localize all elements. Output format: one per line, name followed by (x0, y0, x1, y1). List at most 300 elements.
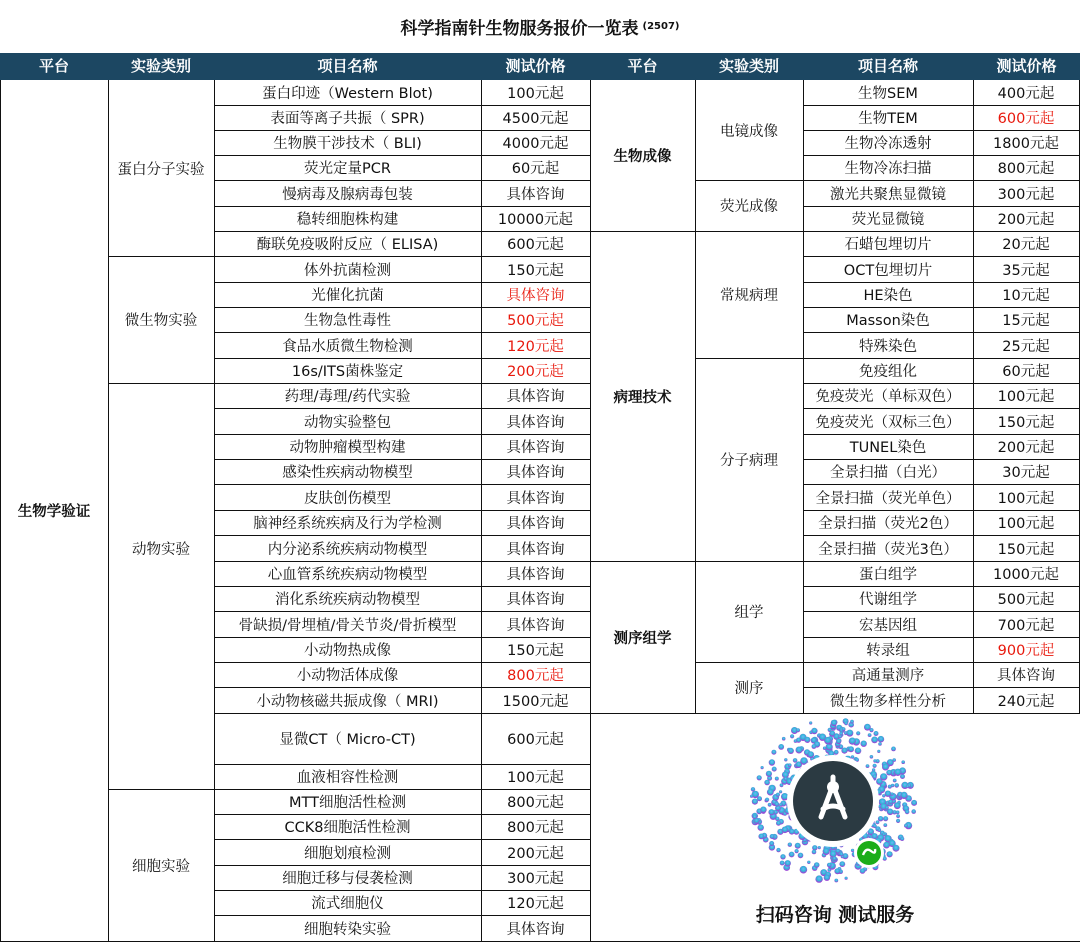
qr-dot (874, 731, 879, 736)
grid-line-h (695, 231, 803, 232)
qr-dot (827, 863, 832, 868)
qr-dot (785, 860, 791, 866)
header-platform-right: 平台 (627, 57, 658, 75)
item-name: 生物冷冻扫描 (844, 161, 932, 177)
qr-dot (842, 727, 846, 731)
item-price: 500元起 (507, 313, 564, 329)
grid-line-h (214, 408, 590, 409)
grid-line-h (214, 105, 590, 106)
item-price: 150元起 (997, 541, 1055, 558)
qr-dot (885, 791, 891, 797)
item-price: 120元起 (507, 338, 564, 355)
qr-dot (864, 724, 871, 731)
grid-line-h (214, 890, 590, 891)
item-price: 200元起 (997, 440, 1055, 456)
grid-line-h (108, 789, 214, 790)
qr-dot (770, 834, 775, 839)
grid-line-h (214, 764, 590, 765)
grid-line-h (214, 561, 590, 562)
qr-dot (776, 793, 780, 797)
item-name: 特殊染色 (859, 338, 917, 355)
qr-dot (887, 809, 894, 816)
item-name: 皮肤创伤模型 (304, 490, 391, 507)
item-price: 具体咨询 (506, 541, 565, 558)
grid-line-h (590, 231, 695, 232)
grid-line-v (590, 80, 591, 942)
qr-dot (878, 742, 882, 746)
grid-line-h (214, 434, 590, 435)
grid-line-h (803, 105, 1079, 106)
qr-dot (774, 802, 779, 807)
grid-line-h (108, 256, 214, 257)
item-price: 具体咨询 (506, 567, 565, 583)
category-label: 电镜成像 (720, 123, 778, 140)
qr-dot (845, 877, 848, 880)
grid-line-h (214, 130, 590, 131)
qr-dot (872, 775, 876, 779)
grid-line-h (214, 180, 590, 181)
item-name: 体外抗菌检测 (304, 262, 391, 279)
qr-dot (779, 790, 782, 793)
qr-dot (776, 821, 781, 826)
grid-line-h (214, 358, 590, 359)
qr-dot (823, 848, 830, 855)
qr-dot (775, 777, 779, 781)
qr-dot (809, 721, 812, 724)
item-price: 1000元起 (993, 567, 1059, 583)
qr-dot (836, 739, 841, 744)
grid-line-h (695, 662, 803, 663)
qr-dot (836, 849, 841, 854)
qr-dot (839, 732, 843, 736)
category-label: 微生物实验 (124, 313, 198, 329)
item-name: 全景扫描（荧光3色） (818, 541, 958, 558)
header-platform: 平台 (38, 57, 69, 75)
grid-line-v (803, 80, 804, 713)
qr-dot (839, 852, 843, 856)
item-price: 4000元起 (502, 136, 569, 152)
grid-line-h (803, 282, 1079, 283)
qr-dot (796, 728, 800, 732)
grid-line-h (803, 256, 1079, 257)
qr-dot (911, 800, 917, 806)
qr-dot (815, 875, 822, 882)
qr-dot (906, 785, 909, 788)
grid-line-h (803, 130, 1079, 131)
qr-dot (860, 868, 866, 874)
item-name: 酶联免疫吸附反应（ ELISA) (256, 237, 439, 253)
qr-dot (911, 809, 916, 814)
table-header (0, 53, 1080, 80)
item-price: 600元起 (507, 237, 564, 253)
item-price: 700元起 (997, 617, 1055, 634)
qr-dot (841, 748, 847, 754)
qr-dot (866, 764, 870, 768)
qr-dot (788, 748, 794, 754)
grid-line-h (803, 637, 1079, 638)
page-title (0, 0, 1080, 53)
item-name: 血液相容性检测 (296, 770, 399, 786)
qr-dot (766, 771, 772, 777)
scan-consult-text: 扫码咨询 测试服务 (755, 904, 915, 926)
qr-dot (767, 789, 774, 796)
item-name: 激光共聚焦显微镜 (830, 186, 946, 203)
item-price: 800元起 (507, 820, 564, 836)
item-name: CCK8细胞活性检测 (284, 820, 411, 836)
header-item: 项目名称 (317, 57, 378, 75)
qr-dot (814, 862, 820, 868)
item-price: 900元起 (997, 643, 1055, 659)
item-price: 200元起 (997, 212, 1055, 228)
grid-line-h (214, 586, 590, 587)
qr-dot (883, 823, 887, 827)
category-label: 常规病理 (720, 288, 778, 304)
qr-dot (886, 770, 892, 776)
qr-dot (891, 747, 896, 752)
item-price: 500元起 (997, 592, 1055, 608)
grid-line-h (214, 282, 590, 283)
item-price: 具体咨询 (506, 440, 565, 456)
qr-dot (796, 747, 803, 754)
item-name: 动物肿瘤模型构建 (289, 440, 406, 456)
grid-line-h (214, 206, 590, 207)
item-price: 60元起 (511, 161, 560, 177)
qr-dot (751, 787, 755, 791)
platform-label: 生物学验证 (17, 504, 91, 520)
item-name: 全景扫描（荧光单色） (815, 490, 961, 507)
qr-dot (804, 737, 810, 743)
qr-dot (784, 758, 787, 761)
grid-line-h (214, 256, 590, 257)
item-price: 600元起 (997, 111, 1055, 127)
item-price: 具体咨询 (506, 921, 565, 938)
item-name: 显微CT（ Micro-CT) (279, 732, 416, 748)
item-price: 400元起 (997, 86, 1055, 102)
category-label: 组学 (734, 605, 764, 621)
qr-dot (782, 737, 786, 741)
header-item-right: 项目名称 (857, 57, 918, 75)
qr-dot (811, 728, 817, 734)
category-label: 动物实验 (132, 541, 190, 558)
item-price: 600元起 (507, 732, 564, 748)
qr-dot (887, 851, 893, 857)
item-name: 光催化抗菌 (311, 288, 384, 304)
qr-dot (892, 758, 896, 762)
item-name: 代谢组学 (859, 592, 917, 608)
qr-dot (901, 792, 908, 799)
grid-line-v (973, 80, 974, 713)
item-name: 小动物活体成像 (296, 668, 399, 684)
qr-dot (795, 849, 799, 853)
item-name: 细胞划痕检测 (304, 845, 391, 862)
qr-dot (871, 737, 878, 744)
qr-dot (888, 785, 892, 789)
qr-dot (877, 750, 880, 753)
item-name: OCT包埋切片 (843, 262, 933, 279)
grid-line-h (214, 662, 590, 663)
item-name: 蛋白印迹（Western Blot) (262, 86, 433, 102)
qr-dot (888, 800, 893, 805)
qr-dot (818, 846, 821, 849)
qr-dot (876, 820, 880, 824)
item-name: 生物冷冻透射 (844, 136, 932, 152)
item-name: 荧光显微镜 (851, 212, 925, 228)
qr-dot (812, 744, 817, 749)
item-price: 200元起 (507, 845, 564, 862)
item-price: 100元起 (997, 516, 1055, 532)
item-price: 240元起 (997, 693, 1055, 710)
qr-dot (883, 816, 888, 821)
header-category: 实验类别 (130, 57, 191, 75)
qr-dot (795, 843, 801, 849)
item-price: 具体咨询 (506, 288, 565, 304)
qr-dot (752, 799, 758, 805)
qr-dot (757, 775, 762, 780)
grid-line-h (214, 611, 590, 612)
title-text: 科学指南针生物服务报价一览表 (400, 19, 639, 39)
qr-dot (768, 803, 772, 807)
qr-dot (855, 748, 862, 755)
grid-line-h (803, 180, 1079, 181)
item-name: 生物膜干涉技术（ BLI) (273, 136, 422, 152)
item-name: 消化系统疾病动物模型 (275, 592, 420, 608)
item-name: 食品水质微生物检测 (282, 338, 413, 355)
grid-line-h (803, 687, 1079, 688)
item-price: 150元起 (997, 414, 1055, 431)
qr-dot (764, 780, 770, 786)
qr-dot (834, 879, 838, 883)
category-label: 蛋白分子实验 (117, 161, 205, 178)
qr-dot (844, 722, 848, 726)
qr-dot (905, 810, 910, 815)
qr-dot (904, 824, 908, 828)
qr-dot (793, 758, 798, 763)
item-price: 10元起 (1002, 288, 1050, 304)
category-label: 测序 (734, 681, 764, 697)
qr-dot (812, 845, 817, 850)
item-name: TUNEL染色 (849, 440, 927, 456)
qr-dot (873, 764, 877, 768)
title-code: (2507) (642, 21, 680, 32)
grid-line-h (214, 484, 590, 485)
category-label: 细胞实验 (132, 858, 190, 875)
qr-dot (880, 773, 887, 780)
grid-line-h (803, 434, 1079, 435)
grid-line-h (214, 383, 590, 384)
qr-dot (788, 843, 792, 847)
item-name: 高通量测序 (851, 668, 925, 684)
qr-code-icon[interactable] (749, 717, 917, 885)
grid-line-h (803, 231, 1079, 232)
item-name: 内分泌系统疾病动物模型 (267, 541, 428, 558)
platform-label: 测序组学 (613, 630, 672, 647)
qr-dot (894, 769, 901, 776)
qr-dot (839, 861, 845, 867)
qr-dot (788, 763, 792, 767)
grid-line-h (590, 561, 695, 562)
qr-dot (758, 824, 764, 830)
qr-dot (782, 827, 789, 834)
grid-line-h (108, 383, 214, 384)
qr-dot (851, 849, 854, 852)
qr-dot (848, 746, 854, 752)
grid-line-h (803, 611, 1079, 612)
item-price: 120元起 (507, 896, 564, 912)
grid-line-h (214, 535, 590, 536)
qr-dot (890, 792, 893, 795)
qr-dot (901, 760, 905, 764)
grid-line-v (695, 80, 696, 713)
grid-line-h (214, 155, 590, 156)
item-name: 免疫荧光（单标双色） (815, 389, 961, 405)
qr-dot (823, 747, 826, 750)
item-price: 300元起 (507, 871, 564, 887)
qr-dot (849, 738, 856, 745)
grid-line-h (803, 307, 1079, 308)
qr-dot (832, 856, 837, 861)
item-name: 荧光定量PCR (304, 161, 391, 177)
item-price: 具体咨询 (506, 414, 565, 431)
grid-line-h (803, 383, 1079, 384)
qr-dot (789, 829, 795, 835)
grid-line-h (214, 510, 590, 511)
item-price: 150元起 (507, 643, 564, 659)
qr-dot (900, 837, 904, 841)
qr-dot (776, 848, 780, 852)
item-name: 石蜡包埋切片 (844, 237, 932, 253)
qr-dot (798, 853, 804, 859)
item-name: Masson染色 (846, 313, 930, 329)
qr-dot (790, 734, 794, 738)
qr-dot (772, 767, 777, 772)
item-price: 20元起 (1002, 237, 1050, 253)
grid-line-h (803, 662, 1079, 663)
grid-line-v (481, 80, 482, 942)
item-price: 具体咨询 (506, 592, 565, 608)
item-price: 具体咨询 (997, 668, 1055, 684)
item-price: 200元起 (507, 364, 564, 380)
qr-dot (870, 755, 874, 759)
item-name: 蛋白组学 (859, 567, 917, 583)
platform-label: 病理技术 (613, 389, 672, 406)
item-name: 感染性疾病动物模型 (282, 465, 413, 481)
item-price: 100元起 (997, 389, 1055, 405)
item-price: 具体咨询 (506, 617, 565, 634)
item-name: 生物TEM (858, 111, 918, 127)
grid-line-h (803, 358, 1079, 359)
grid-line-h (803, 408, 1079, 409)
qr-dot (780, 854, 785, 859)
item-price: 800元起 (507, 668, 564, 684)
item-price: 100元起 (507, 86, 564, 102)
item-price: 1800元起 (993, 136, 1059, 152)
qr-dot (765, 798, 769, 802)
qr-dot (834, 750, 839, 755)
grid-line-h (214, 814, 590, 815)
qr-dot (779, 803, 782, 806)
qr-dot (882, 764, 889, 771)
item-name: 心血管系统疾病动物模型 (267, 567, 428, 583)
grid-line-h (214, 839, 590, 840)
qr-dot (796, 738, 801, 743)
qr-dot (856, 731, 860, 735)
item-price: 4500元起 (502, 111, 569, 127)
item-price: 100元起 (507, 770, 564, 786)
grid-line-h (695, 561, 803, 562)
grid-line-h (214, 637, 590, 638)
item-name: 骨缺损/骨埋植/骨关节炎/骨折模型 (238, 617, 457, 634)
grid-line-v (108, 80, 109, 942)
item-price: 1500元起 (502, 693, 569, 710)
grid-line-h (803, 459, 1079, 460)
qr-dot (780, 861, 785, 866)
grid-line-h (695, 180, 803, 181)
qr-dot (824, 737, 831, 744)
item-price: 10000元起 (497, 212, 574, 228)
qr-dot (768, 809, 774, 815)
item-price: 150元起 (507, 262, 564, 279)
category-label: 荧光成像 (720, 199, 778, 215)
item-price: 25元起 (1002, 338, 1050, 355)
grid-line-v (214, 80, 215, 942)
qr-dot (778, 744, 784, 750)
qr-dot (758, 834, 764, 840)
qr-dot (831, 720, 837, 726)
qr-dot (800, 866, 808, 874)
item-name: 16s/ITS菌株鉴定 (291, 364, 404, 380)
item-name: 小动物热成像 (304, 643, 391, 659)
grid-line-h (695, 358, 803, 359)
qr-dot (846, 730, 853, 737)
grid-line-h (803, 155, 1079, 156)
item-name: 细胞迁移与侵袭检测 (282, 871, 413, 887)
header-price-right: 测试价格 (996, 57, 1057, 75)
qr-dot (769, 759, 775, 765)
grid-line-h (214, 307, 590, 308)
qr-dot (894, 802, 901, 809)
grid-line-h (214, 915, 590, 916)
item-price: 800元起 (507, 795, 564, 811)
grid-line-h (803, 484, 1079, 485)
item-name: 微生物多样性分析 (830, 693, 946, 710)
item-name: 动物实验整包 (304, 414, 391, 431)
qr-dot (850, 720, 854, 724)
item-name: 生物急性毒性 (304, 313, 391, 329)
qr-dot (878, 736, 885, 743)
qr-dot (807, 861, 810, 864)
item-name: 药理/毒理/药代实验 (284, 389, 411, 405)
qr-dot (829, 731, 835, 737)
grid-line-h (803, 561, 1079, 562)
grid-line-v (0, 80, 1, 942)
item-price: 具体咨询 (506, 465, 565, 481)
grid-line-h (214, 332, 590, 333)
grid-line-h (214, 865, 590, 866)
qr-dot (812, 850, 817, 855)
item-price: 具体咨询 (506, 389, 565, 405)
qr-dot (878, 816, 883, 821)
qr-dot (885, 806, 889, 810)
grid-line-h (803, 510, 1079, 511)
item-name: 免疫荧光（双标三色） (815, 414, 961, 431)
qr-dot (893, 779, 897, 783)
grid-line-h (214, 687, 590, 688)
header-category-right: 实验类别 (718, 57, 779, 75)
qr-dot (900, 774, 905, 779)
qr-dot (807, 751, 814, 758)
grid-line-h (214, 459, 590, 460)
item-price: 35元起 (1002, 262, 1050, 279)
